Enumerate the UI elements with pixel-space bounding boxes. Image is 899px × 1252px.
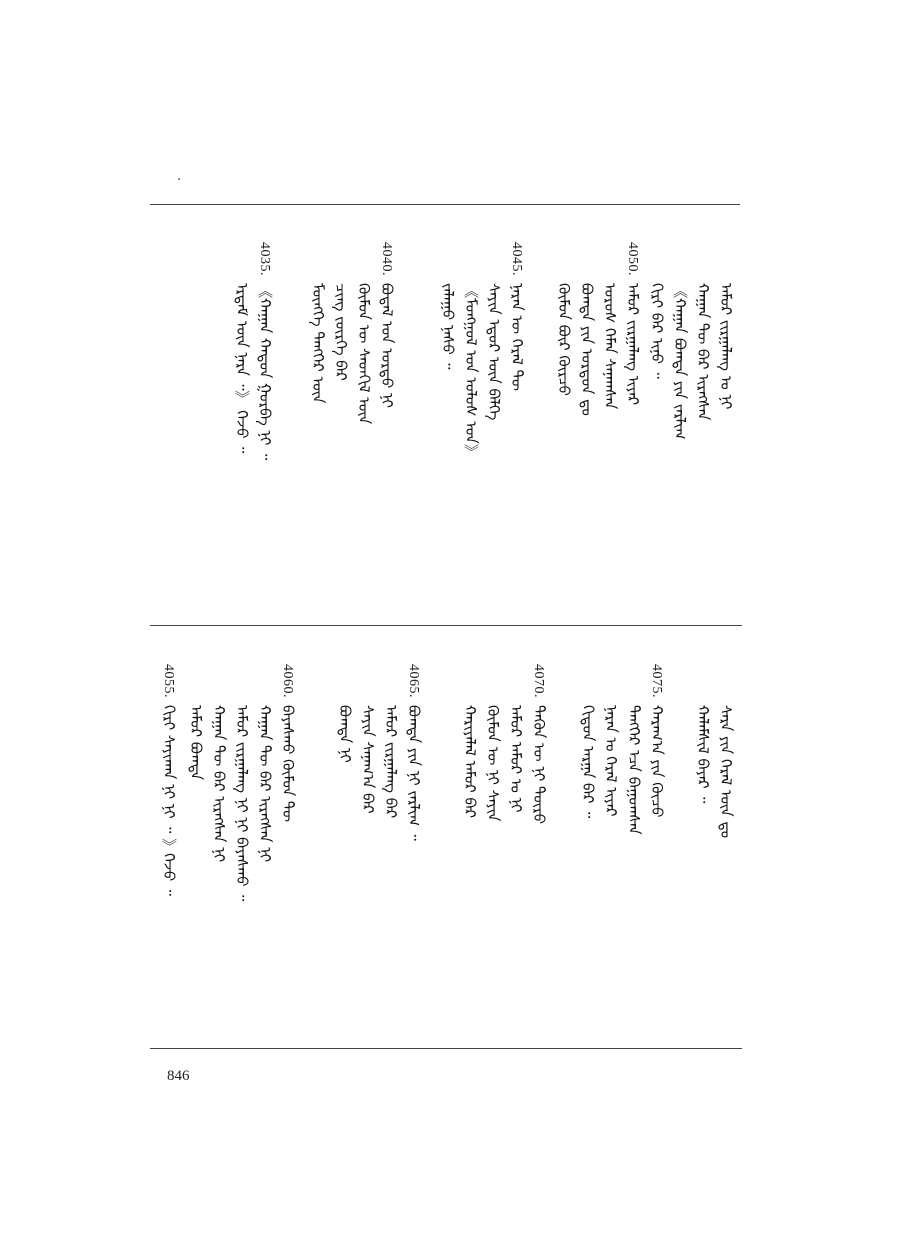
text-column: 《ᠮᠣᠩᠭᠣᠯ ᠤᠨ ᠤᠯᠤᠰ ᠤᠨ》: [462, 283, 480, 459]
text-column: ᠰᠠᠷᠠ ᠶᠢᠨ ᠭᠡᠷᠡᠯ ᠦᠨ ᠳᠤ: [717, 705, 735, 839]
text-column: ᠤᠷᠤᠰ ᠬᠡᠮᠡᠨ ᠰᠠᠨᠠᠭᠰᠠᠨ: [601, 283, 619, 410]
verse-number: 4035.: [257, 242, 272, 276]
text-column: ᠲᠡᠭᠦᠨ ᠦ ᠨᠢ ᠲᠥᠷᠦ: [530, 705, 548, 825]
text-column: ᠬᠠᠭᠠᠨ ᠲᠦ ᠪᠠᠷ ᠢᠷᠡᠭᠰᠡᠨ ᠨᠢ: [256, 705, 274, 863]
verse-number: 4065.: [406, 664, 421, 698]
text-column: ᠮᠥᠩᠬᠡ ᠲᠡᠩᠭᠡᠷ ᠦᠨ: [309, 283, 327, 404]
bottom-rule: [150, 1048, 742, 1049]
text-column: ᠬᠢᠳᠤᠨ ᠠᠷᠭᠠ ᠪᠠᠷ ᠃: [579, 705, 597, 819]
text-column: ᠬᠠᠭᠠᠨ ᠲᠦ ᠪᠠᠷ ᠢᠷᠡᠭᠰᠡᠨ ᠨᠢ: [210, 705, 228, 863]
verse-number: 4055.: [161, 664, 176, 698]
text-column: ᠪᠣᠭᠳᠠ ᠨᠢ: [336, 705, 354, 763]
top-rule: [150, 204, 740, 205]
text-column: ᠪᠠᠶᠠᠰᠬᠤ ᠬᠦᠮᠦᠨ ᠲᠦ: [279, 705, 297, 823]
verse-number: 4060.: [280, 664, 295, 698]
text-column: ᠬᠦᠮᠦᠨ ᠦ ᠰᠡᠳᠬᠢᠯ ᠦᠨ: [355, 283, 373, 425]
verse-number: 4050.: [625, 242, 640, 276]
text-column: 《ᠬᠠᠭᠠᠨ ᠬᠠᠲᠤᠨ ᠭᠤᠷᠪᠠ ᠨᠢ ᠃: [256, 283, 274, 461]
verse-number: 4040.: [379, 242, 394, 276]
middle-rule: [150, 625, 742, 626]
text-column: ᠪᠣᠭᠳᠠ ᠶᠢᠨ ᠣᠷᠳᠤᠨ ᠳᠤ: [578, 283, 596, 416]
text-column: ᠡᠷᠳᠡᠮ ᠦᠨ ᠨᠡᠷᠡ ᠃》 ᠭᠡᠵᠦ ᠃: [233, 283, 251, 454]
text-column: ᠴᠢᠩ ᠵᠦᠷᠬᠡ ᠪᠡᠷ: [332, 283, 350, 381]
text-column: 《ᠬᠠᠭᠠᠨ ᠪᠣᠭᠳᠠ ᠶᠢᠨ ᠵᠠᠷᠯᠢᠭ: [671, 283, 689, 440]
text-column: ᠪᠣᠭᠳᠠ ᠶᠢᠨ ᠨᠢ ᠵᠠᠷᠯᠢᠭ ᠃: [405, 705, 423, 841]
text-column: ᠠᠮᠤᠷ ᠠᠮᠤᠷ ᠤ ᠨᠢ: [507, 705, 525, 813]
text-column: ᠰᠠᠶᠢᠨ ᠡᠳᠦᠷ ᠦᠨ ᠪᠡᠯᠭᠡ: [485, 283, 503, 421]
text-column: ᠲᠡᠩᠭᠡᠷ ᠡᠴᠡ ᠪᠠᠭᠤᠭᠰᠠᠨ: [625, 705, 643, 835]
text-column: ᠬᠢᠷᠢ ᠪᠡᠷ ᠢᠨᠦ ᠃: [648, 283, 666, 379]
text-column: ᠠᠮᠤᠷ ᠵᠢᠷᠭᠠᠯᠠᠩ ᠪᠠᠷ: [382, 705, 400, 819]
text-column: ᠬᠠᠷᠢᠶᠠᠯᠠᠯ ᠠᠮᠤᠷ ᠪᠠᠷ: [461, 705, 479, 819]
text-column: ᠠᠮᠤᠷ ᠵᠢᠷᠭᠠᠯᠠᠩ ᠤ ᠨᠢ: [717, 283, 735, 410]
verse-number: 4070.: [531, 664, 546, 698]
text-column: ᠨᠠᠷᠠᠨ ᠤ ᠭᠡᠷᠡᠯ ᠢᠶᠡᠷ: [602, 705, 620, 817]
page-number: 846: [167, 1068, 190, 1084]
verse-number: 4045.: [509, 242, 524, 276]
text-column: ᠬᠠᠭᠠᠨ ᠲᠦ ᠪᠠᠷ ᠢᠷᠡᠭᠰᠡᠨ: [694, 283, 712, 421]
text-column: ᠨᠠᠷᠠᠨ ᠦ ᠭᠡᠷᠡᠯ ᠲᠦ: [508, 283, 526, 391]
text-column: ᠬᠦᠮᠦᠨ ᠦ ᠨᠢ ᠰᠠᠶᠢᠨ: [484, 705, 502, 822]
text-column: ᠬᠠᠷᠠᠭ᠎ᠠ ᠶᠢᠨ ᠬᠦᠴᠦ: [648, 705, 666, 818]
verse-number: 4075.: [649, 664, 664, 698]
text-column: ᠬᠢᠷᠢ ᠰᠠᠶᠢᠬᠠᠨ ᠨᠢ ᠨᠢ ᠃ 》ᠭᠡᠵᠦ ᠃: [160, 705, 178, 896]
text-column: ᠠᠮᠤᠷ ᠵᠢᠷᠭᠠᠯᠠᠩ ᠨᠢ ᠨᠢ ᠪᠠᠶᠠᠰᠬᠤ ᠃: [233, 705, 251, 902]
text-column: ᠪᠣᠳᠠᠯ ᠤᠨ ᠤᠷᠲᠤ ᠨᠢ: [378, 283, 396, 408]
text-column: ᠠᠮᠤᠷ ᠪᠣᠭᠳᠠ: [187, 705, 205, 781]
text-column: ᠠᠮᠤᠷ ᠵᠢᠷᠭᠠᠯᠠᠩ ᠢᠶᠠᠷ: [624, 283, 642, 406]
speck: [178, 178, 180, 180]
text-column: ᠰᠠᠶᠢᠨ ᠰᠠᠨᠠᠭ᠎ᠠ ᠪᠠᠷ: [359, 705, 377, 814]
text-column: ᠬᠠᠯᠠᠮᠰᠢᠯ ᠪᠠᠶᠠᠷ ᠃: [694, 705, 712, 804]
text-column: ᠬᠦᠮᠦᠨ ᠪᠦᠷ ᠬᠦᠷᠴᠦ: [555, 283, 573, 396]
text-column: ᠵᠠᠯᠠᠭᠤ ᠨᠠᠰᠤ ᠃: [439, 283, 457, 370]
